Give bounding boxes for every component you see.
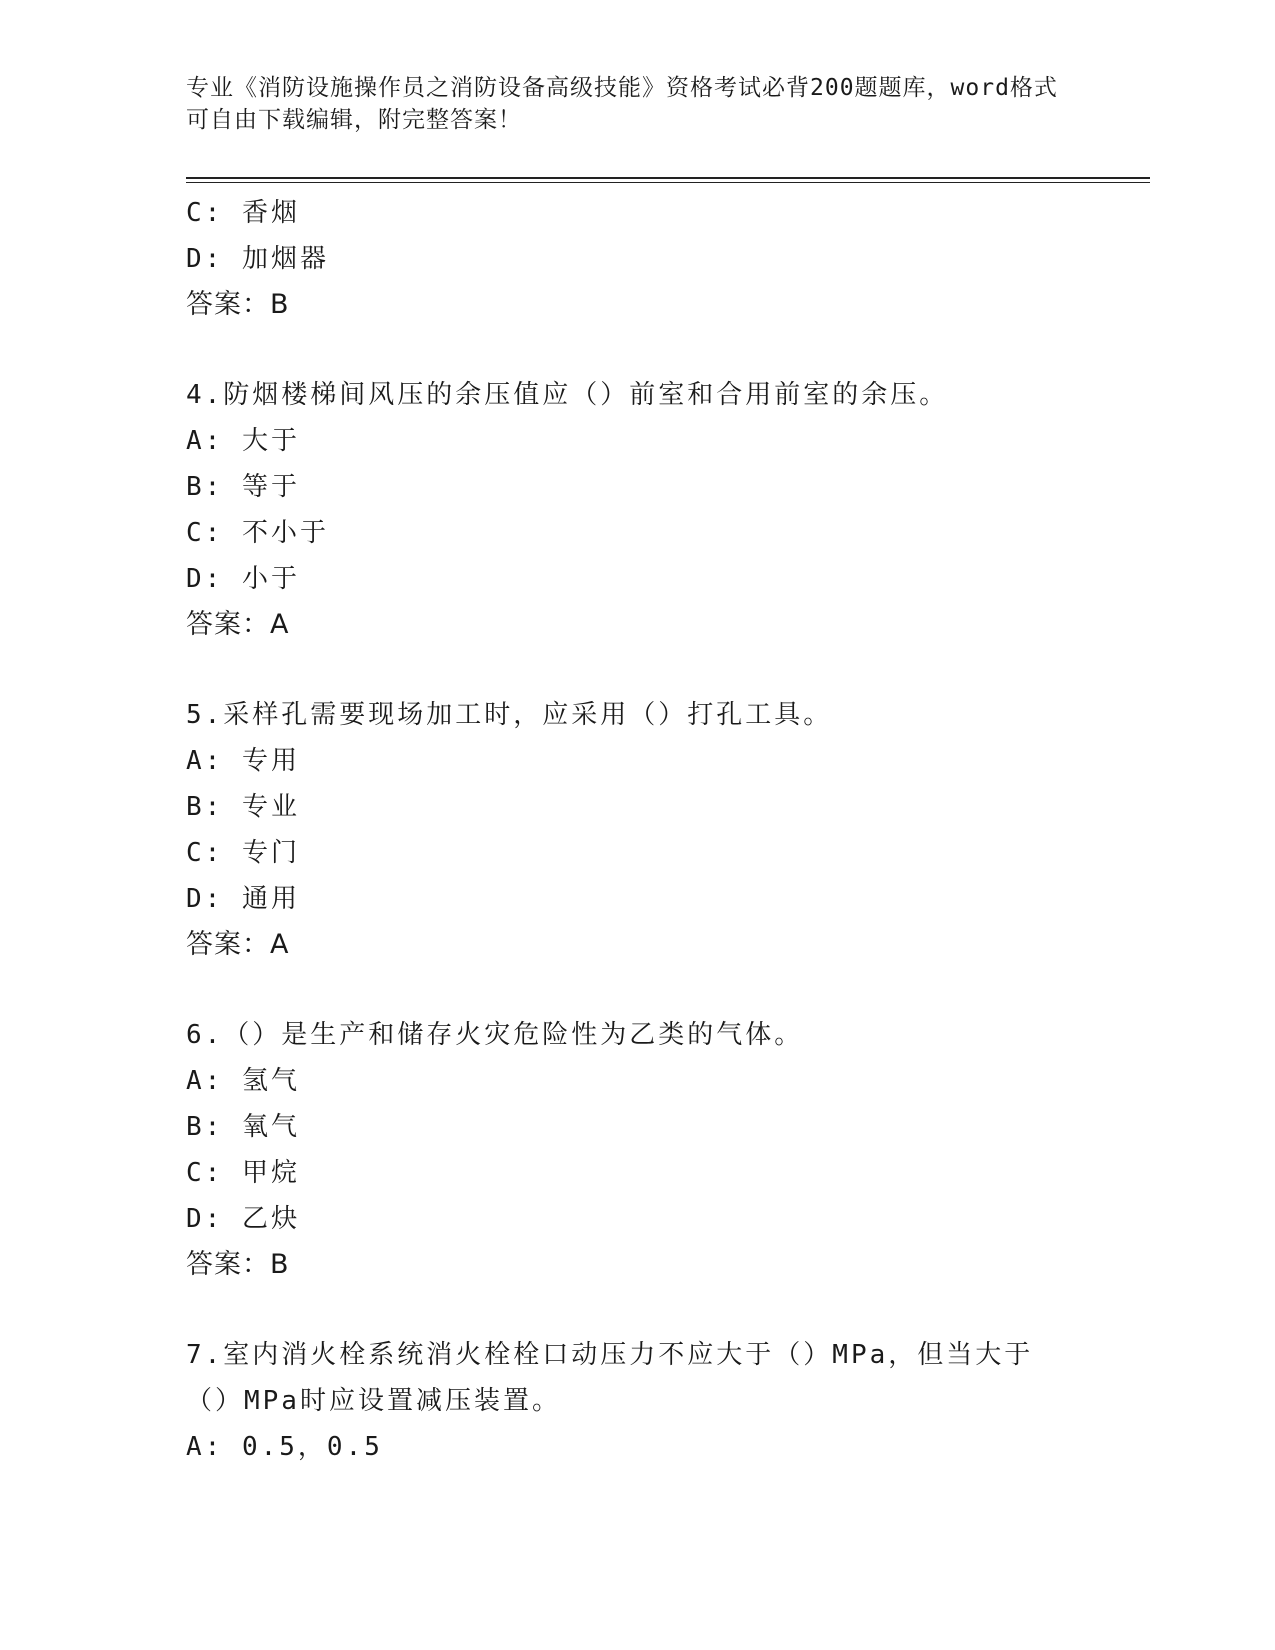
question-stem: 5.采样孔需要现场加工时，应采用（）打孔工具。 — [186, 700, 833, 730]
option-a: A: 大于 — [186, 426, 300, 456]
option-d: D: 乙炔 — [186, 1204, 300, 1234]
question-block-6 — [186, 1012, 1066, 1288]
option-a: A: 氢气 — [186, 1066, 300, 1096]
question-stem: 6.（）是生产和储存火灾危险性为乙类的气体。 — [186, 1020, 804, 1050]
option-b: B: 专业 — [186, 792, 300, 822]
question-block-5 — [186, 692, 1066, 968]
option-a: A: 专用 — [186, 746, 300, 776]
question-block-4 — [186, 372, 1066, 648]
option-c: C: 甲烷 — [186, 1158, 300, 1188]
option-d: D: 加烟器 — [186, 244, 329, 274]
option-b: B: 氧气 — [186, 1112, 300, 1142]
document-header: 专业《消防设施操作员之消防设备高级技能》资格考试必背200题题库，word格式可自由下载编辑，附完整答案！ — [186, 75, 1058, 133]
option-c: C: 香烟 — [186, 198, 300, 228]
option-c: C: 专门 — [186, 838, 300, 868]
answer-line: 答案：B — [186, 289, 290, 320]
option-b: B: 等于 — [186, 472, 300, 502]
spacer — [186, 1288, 1066, 1332]
option-d: D: 小于 — [186, 564, 300, 594]
spacer — [186, 968, 1066, 1012]
spacer — [186, 328, 1066, 372]
answer-line: 答案：A — [186, 929, 290, 960]
answer-line: 答案：B — [186, 1249, 290, 1280]
option-c: C: 不小于 — [186, 518, 329, 548]
option-d: D: 通用 — [186, 884, 300, 914]
question-stem: 4.防烟楼梯间风压的余压值应（）前室和合用前室的余压。 — [186, 380, 949, 410]
answer-line: 答案：A — [186, 609, 290, 640]
question-block-partial — [186, 190, 1066, 328]
question-block-7 — [186, 1332, 1066, 1470]
question-stem: 7.室内消火栓系统消火栓栓口动压力不应大于（）MPa，但当大于（）MPa时应设置减压装置。 — [186, 1340, 1034, 1416]
spacer — [186, 648, 1066, 692]
header-divider-bottom — [186, 182, 1150, 183]
header-divider-top — [186, 177, 1150, 179]
question-list — [186, 190, 1066, 1470]
option-a: A: 0.5，0.5 — [186, 1432, 383, 1462]
